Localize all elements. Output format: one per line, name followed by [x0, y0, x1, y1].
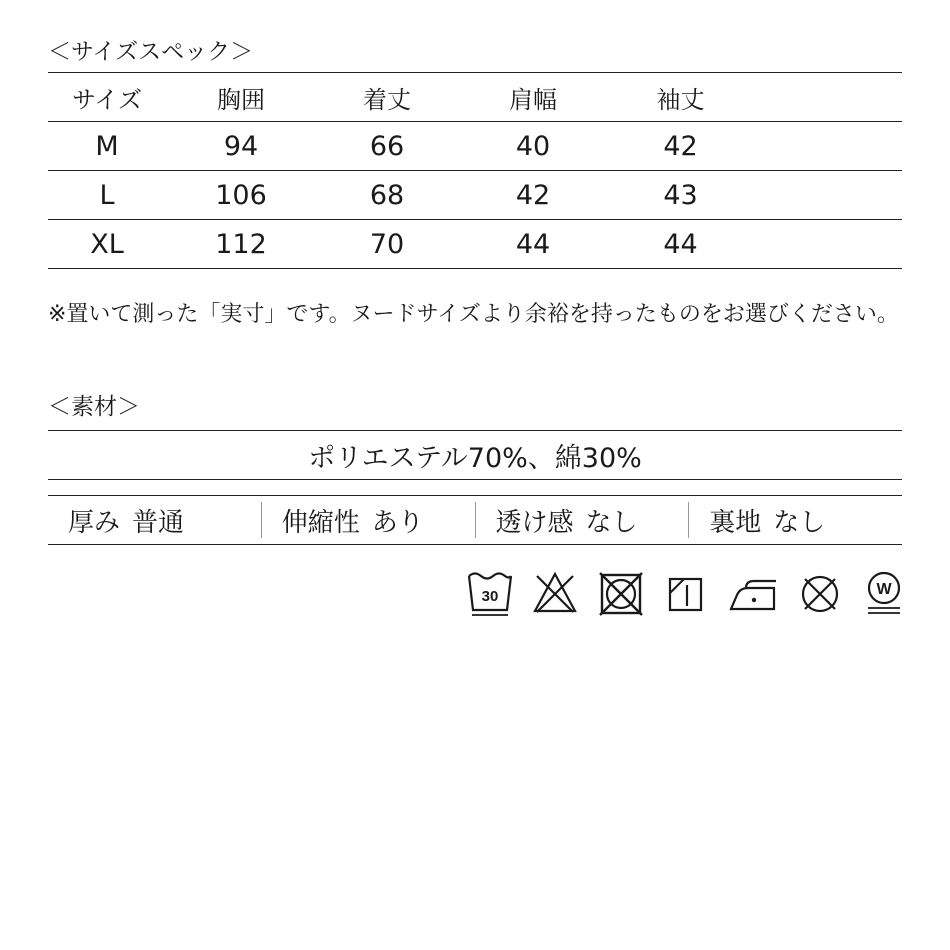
cell-size: M — [95, 130, 119, 162]
no-bleach-icon — [532, 568, 578, 620]
property-label: 裏地 — [709, 507, 762, 538]
cell-length: 66 — [369, 130, 405, 162]
cell-shoulder: 42 — [515, 179, 551, 211]
cell-empty — [753, 171, 902, 220]
property-value: なし — [585, 507, 638, 538]
fabric-properties — [48, 495, 902, 545]
cell-size: XL — [90, 228, 124, 260]
size-spec-heading: ＜サイズスペック＞ — [48, 39, 254, 65]
cell-size: L — [99, 179, 115, 211]
svg-text:30: 30 — [481, 588, 499, 605]
table-row — [48, 122, 902, 171]
table-row — [48, 171, 902, 220]
header-empty — [753, 73, 902, 122]
svg-text:W: W — [876, 581, 892, 598]
property-value: 普通 — [132, 507, 185, 538]
property-thickness — [48, 502, 261, 538]
size-note: ※置いて測った「実寸」です。ヌードサイズより余裕を持ったものをお選びください。 — [48, 302, 899, 327]
drip-dry-shade-icon — [666, 568, 706, 620]
header-chest: 胸囲 — [217, 85, 265, 114]
cell-length: 68 — [369, 179, 405, 211]
property-sheerness — [475, 502, 689, 538]
property-value: あり — [371, 507, 424, 538]
cell-length: 70 — [369, 228, 405, 260]
header-size: サイズ — [71, 85, 143, 114]
iron-low-icon — [728, 568, 778, 620]
cell-sleeve: 44 — [663, 228, 698, 260]
property-lining — [688, 502, 902, 538]
wash-30-icon — [466, 568, 514, 620]
cell-empty — [753, 220, 902, 269]
cell-empty — [753, 122, 902, 171]
size-spec-table — [48, 72, 902, 269]
cell-sleeve: 42 — [663, 130, 698, 162]
cell-shoulder: 40 — [515, 130, 551, 162]
header-sleeve: 袖丈 — [656, 85, 705, 114]
cell-chest: 106 — [215, 179, 267, 211]
material-composition-text: ポリエステル70%、綿30% — [308, 442, 642, 474]
property-label: 透け感 — [495, 507, 574, 538]
no-dry-clean-icon — [797, 568, 843, 620]
header-shoulder: 肩幅 — [509, 85, 557, 114]
property-stretch — [261, 502, 475, 538]
table-header-row — [48, 73, 902, 122]
header-length: 着丈 — [363, 85, 411, 114]
cell-sleeve: 43 — [663, 179, 698, 211]
cell-chest: 94 — [223, 130, 259, 162]
property-label: 伸縮性 — [281, 507, 360, 538]
property-value: なし — [773, 507, 826, 538]
cell-shoulder: 44 — [515, 228, 551, 260]
wet-clean-icon — [862, 568, 906, 620]
material-composition — [48, 430, 902, 480]
property-label: 厚み — [68, 507, 121, 538]
no-tumble-dry-icon — [598, 568, 644, 620]
material-heading: ＜素材＞ — [48, 394, 140, 420]
cell-chest: 112 — [215, 228, 267, 260]
table-row — [48, 220, 902, 269]
